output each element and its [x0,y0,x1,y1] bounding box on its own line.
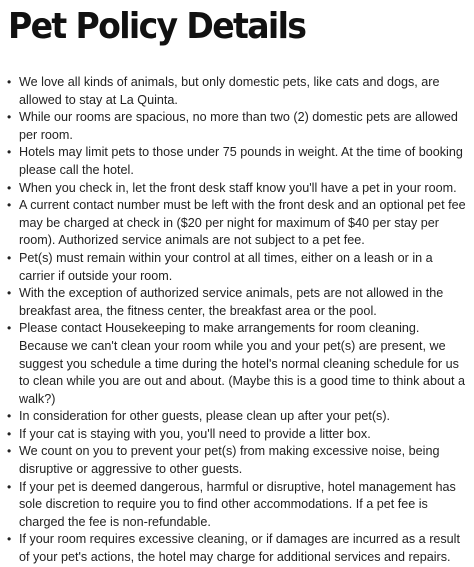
list-item [0,109,474,144]
bullet-icon: • [7,532,12,547]
bullet-icon: • [7,409,12,424]
list-item [0,74,474,109]
list-item [0,144,474,179]
list-item [0,180,474,198]
list-item [0,443,474,478]
list-item-text: While our rooms are spacious, no more than two (2) domestic pets are allowed per room. [19,110,458,142]
list-item [0,250,474,285]
bullet-icon: • [7,180,12,195]
bullet-icon: • [7,75,12,89]
list-item [0,426,474,444]
bullet-icon: • [7,286,12,301]
list-item [0,197,474,250]
list-item-text: Please contact Housekeeping to make arrangements for room cleaning. Because we can't clean your room while you and your pet(s) are present, we suggest you schedule a time during the hotel's normal cleaning schedule for us to clean while you are out and about. (Maybe this is a good time to think about a walk?) [19,321,465,406]
list-item-text: We count on you to prevent your pet(s) from making excessive noise, being disruptive or aggressive to other guests. [19,444,440,477]
list-item-text: We love all kinds of animals, but only domestic pets, like cats and dogs, are allowed to stay at La Quinta. [19,75,440,107]
list-item-text: With the exception of authorized service animals, pets are not allowed in the breakfast area, the fitness center, the breakfast area or the pool. [19,286,444,318]
policy-list [0,74,474,567]
list-item [0,479,474,532]
list-item-text: When you check in, let the front desk staff know you'll have a pet in your room. [19,180,457,195]
list-item-text: If your room requires excessive cleaning, or if damages are incurred as a result of your pet's actions, the hotel may charge for additional services and repairs. [19,532,460,565]
bullet-icon: • [7,426,12,441]
list-item-text: Pet(s) must remain within your control at all times, either on a leash or in a carrier if outside your room. [19,250,433,283]
bullet-icon: • [7,444,12,459]
list-item-text: A current contact number must be left with the front desk and an optional pet fee may be charged at check in ($20 per night for maximum of $40 per stay per room). Authorized service animals are not subject to a pet fee. [19,198,466,248]
list-item-text: If your cat is staying with you, you'll need to provide a litter box. [19,426,371,441]
list-item [0,531,474,566]
page-title: Pet Policy Details [8,6,306,47]
list-item [0,285,474,320]
bullet-icon: • [7,110,12,125]
bullet-icon: • [7,321,12,336]
bullet-icon: • [7,479,12,494]
bullet-icon: • [7,198,12,213]
bullet-icon: • [7,250,12,265]
list-item-text: In consideration for other guests, please clean up after your pet(s). [19,409,391,424]
list-item-text: Hotels may limit pets to those under 75 pounds in weight. At the time of booking please call the hotel. [19,145,463,177]
bullet-icon: • [7,145,12,160]
list-item [0,408,474,426]
list-item-text: If your pet is deemed dangerous, harmful or disruptive, hotel management has sole discretion to require you to find other accommodations. If a pet fee is charged the fee is non-refundable. [19,479,456,529]
list-item [0,320,474,408]
